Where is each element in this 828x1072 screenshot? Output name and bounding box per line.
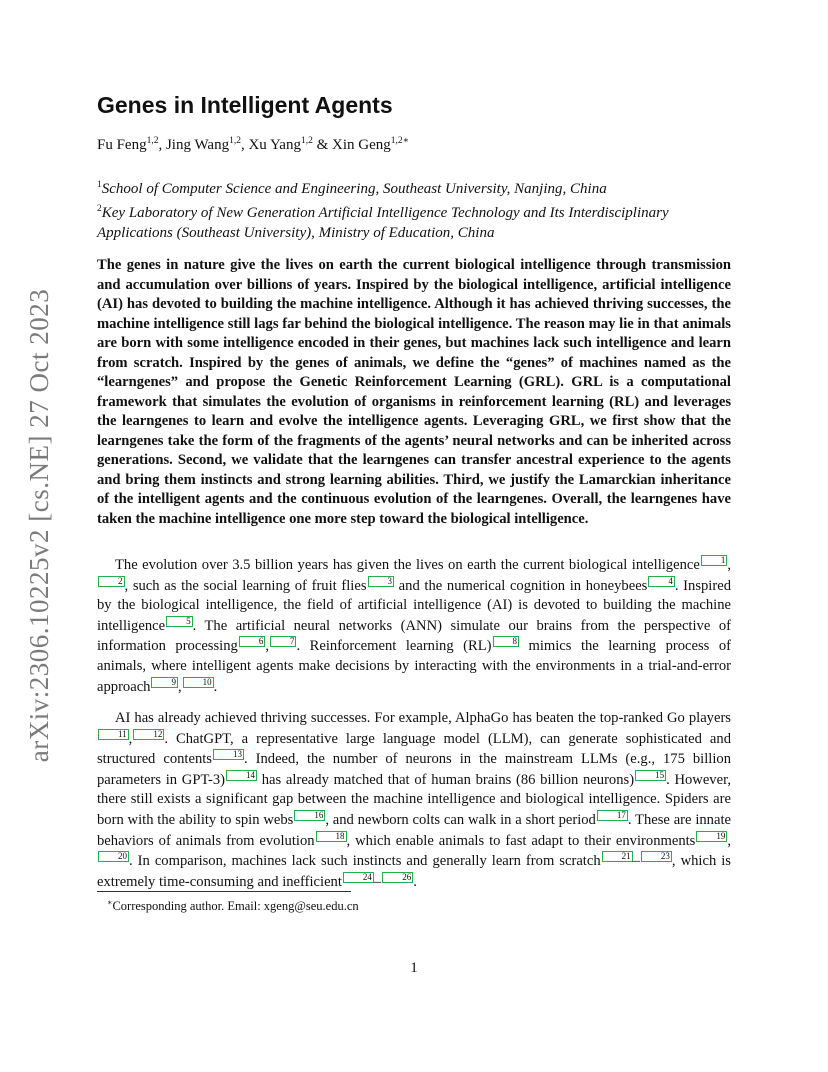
- citation-link[interactable]: 18: [316, 831, 347, 842]
- body-paragraph-1: The evolution over 3.5 billion years has given the lives on earth the current biological intelligence 1 ,2 , such as the social learning of fruit flies 3 and the numerical cognition in honeybees 4 . Inspired by the biological intelligence, the field of artificial intelligence (AI) is devoted to building the machine intelligence 5 . The artificial neural networks (ANN) simulate our brains from the perspective of information processing 6 , 7 . Reinforcement learning (RL) 8 mimics the learning process of animals, where intelligent agents make decisions by interacting with the environments in a trial-and-error approach 9 , 10 .: [97, 555, 731, 695]
- citation-link[interactable]: 19: [696, 831, 727, 842]
- body-text-run: , and newborn colts can walk in a short period: [325, 811, 596, 828]
- citation-link[interactable]: 24: [343, 872, 374, 883]
- author-separator: &: [312, 137, 333, 153]
- paper-title: Genes in Intelligent Agents: [97, 92, 393, 118]
- citation-link[interactable]: 6: [239, 636, 266, 647]
- footnote-mark: ∗: [107, 898, 113, 907]
- body-paragraph-2: AI has already achieved thriving successes. For example, AlphaGo has beaten the top-ranked Go players11 , 12 . ChatGPT, a representative large language model (LLM), can generate sophisticated and structured contents 13 . Indeed, the number of neurons in the mainstream LLMs (e.g., 175 billion parameters in GPT-3) 14 has already matched that of human brains (86 billion neurons) 15 . However, there still exists a significant gap between the machine intelligence and biological intelligence. Spiders are born with the ability to spin webs 16 , and newborn colts can walk in a short period 17 . These are innate behaviors of animals from evolution 18 , which enable animals to fast adapt to their environments 19 ,20 . In comparison, machines lack such instincts and generally learn from scratch 21 – 23 , which is extremely time-consuming and inefficient 24 – 26 .: [97, 710, 732, 890]
- author-separator: ,: [240, 137, 249, 153]
- affiliation-1: [97, 175, 737, 199]
- author-affil-mark: 1,2: [300, 136, 313, 146]
- citation-link[interactable]: 4: [648, 576, 675, 587]
- author-name: Xu Yang: [248, 137, 301, 153]
- citation-link[interactable]: 21: [602, 851, 633, 862]
- citation-link[interactable]: 16: [294, 810, 325, 821]
- author-separator: ,: [158, 137, 166, 153]
- citation-link[interactable]: 13: [213, 749, 244, 760]
- body-text-run: . The artificial neural networks (ANN) simulate our brains from the perspective of information processing: [97, 617, 731, 655]
- affiliation-2: [97, 199, 737, 243]
- affil-text: Key Laboratory of New Generation Artificial Intelligence Technology and Its Interdisciplinary Applications (Southeast University), Ministry of Education, China: [97, 205, 669, 241]
- body-text-run: .: [213, 678, 218, 695]
- author-affil-mark: 1,2∗: [390, 136, 410, 146]
- body-text-run: .: [413, 873, 417, 890]
- affil-number: 2: [97, 204, 102, 214]
- citation-link[interactable]: 7: [270, 636, 297, 647]
- footnote: [107, 898, 359, 914]
- footnote-divider: [97, 891, 351, 892]
- body-text-run: , which enable animals to fast adapt to their environments: [346, 832, 696, 849]
- author-list: [97, 135, 409, 154]
- body-text-run: , such as the social learning of fruit flies: [124, 577, 367, 594]
- body-text-run: and the numerical cognition in honeybees: [394, 577, 648, 594]
- citation-link[interactable]: 3: [368, 576, 395, 587]
- citation-link[interactable]: 23: [641, 851, 672, 862]
- author-name: Fu Feng: [97, 137, 147, 153]
- arxiv-identifier: arXiv:2306.10225v2 [cs.NE] 27 Oct 2023: [24, 288, 55, 762]
- body-text-run: . Inspired by the biological intelligence, the field of artificial intelligence (AI) is devoted to building the machine intelligence: [97, 577, 731, 634]
- affil-number: 1: [97, 180, 102, 190]
- body-text-run: . ChatGPT, a representative large language model (LLM), can generate sophisticated and structured contents: [97, 730, 731, 768]
- body-text-run: . These are innate behaviors of animals from evolution: [97, 811, 731, 849]
- abstract: The genes in nature give the lives on earth the current biological intelligence through transmission and accumulation over billions of years. Inspired by the biological intelligence, artificial intelligence (AI) has devoted to building the machine intelligence. Although it has achieved thriving successes, the machine intelligence still lags far behind the biological intelligence. The reason may lie in that animals are born with some intelligence encoded in their genes, but machines lack such intelligence and learn from scratch. Inspired by the genes of animals, we define the “genes” of machines named as the “learngenes” and propose the Genetic Reinforcement Learning (GRL). GRL is a computational framework that simulates the evolution of organisms in reinforcement learning (RL) and leverages the learngenes to learn and evolve the intelligence agents. Leveraging GRL, we first show that the learngenes take the form of the fragments of the agents’ neural networks and can be inherited across generations. Second, we validate that the learngenes can transfer ancestral experience to the agents and bring them instincts and strong learning abilities. Third, we justify the Lamarckian inheritance of the intelligent agents and the continuous evolution of the learngenes. Overall, the learngenes have taken the machine intelligence one more step toward the biological intelligence.: [97, 257, 731, 527]
- citation-link[interactable]: 12: [133, 729, 164, 740]
- author-name: Xin Geng: [332, 137, 391, 153]
- body-text-run: mimics the learning process of animals, where intelligent agents make decisions by interacting with the environments in a trial-and-error approach: [97, 638, 731, 695]
- citation-link[interactable]: 2: [98, 576, 125, 587]
- citation-link[interactable]: 26: [382, 872, 413, 883]
- citation-link[interactable]: 5: [166, 616, 193, 627]
- citation-link[interactable]: 9: [151, 677, 178, 688]
- citation-link[interactable]: 14: [226, 770, 257, 781]
- body-text-run: . Indeed, the number of neurons in the mainstream LLMs (e.g., 175 billion parameters in GPT-3): [97, 751, 731, 788]
- body-text-run: . In comparison, machines lack such instincts and generally learn from scratch: [129, 853, 601, 870]
- citation-link[interactable]: 17: [597, 810, 628, 821]
- author-affil-mark: 1,2: [229, 136, 241, 146]
- body-text-run: . Reinforcement learning (RL): [296, 638, 492, 655]
- arxiv-watermark: [22, 290, 58, 760]
- citation-link[interactable]: 10: [183, 677, 214, 688]
- body-text-run: . However, there still exists a significant gap between the machine intelligence and biological intelligence. Spiders are born with the ability to spin webs: [97, 771, 731, 828]
- citation-link[interactable]: 11: [98, 729, 129, 740]
- citation-link[interactable]: 15: [635, 770, 666, 781]
- body-text-run: AI has already achieved thriving successes. For example, AlphaGo has beaten the top-ranked Go players: [115, 710, 731, 726]
- affiliations: [97, 175, 737, 243]
- author-affil-mark: 1,2: [146, 136, 159, 146]
- body-text-run: , which is extremely time-consuming and inefficient: [97, 853, 731, 890]
- citation-link[interactable]: 8: [493, 636, 520, 647]
- page-number: 1: [410, 960, 418, 976]
- affil-text: School of Computer Science and Engineering, Southeast University, Nanjing, China: [101, 181, 607, 197]
- footnote-text: Corresponding author. Email: xgeng@seu.edu.cn: [112, 899, 359, 913]
- body-text-run: has already matched that of human brains (86 billion neurons): [257, 771, 635, 788]
- citation-link[interactable]: 20: [98, 851, 129, 862]
- citation-link[interactable]: 1: [701, 555, 728, 566]
- author-name: Jing Wang: [165, 137, 230, 153]
- body-text-run: The evolution over 3.5 billion years has given the lives on earth the current biological intelligence: [115, 557, 700, 573]
